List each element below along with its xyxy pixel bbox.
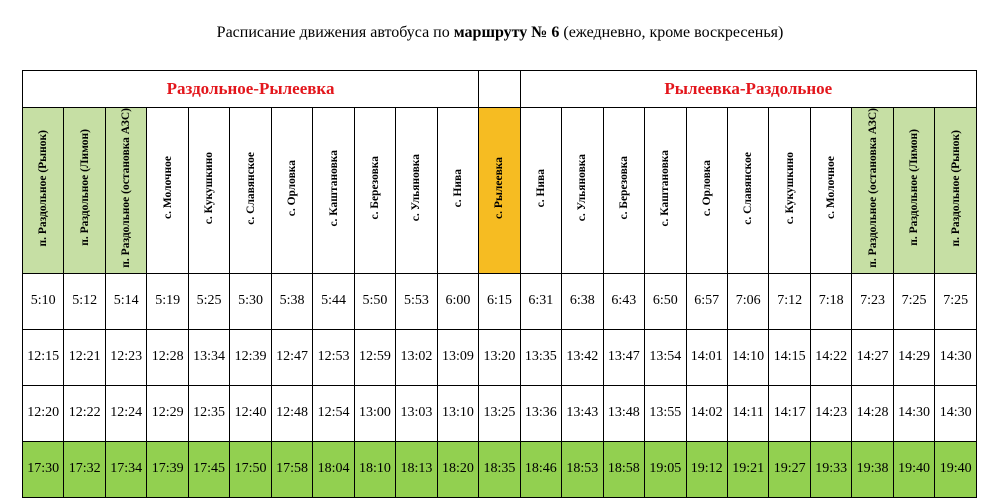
departure-time: 13:35 bbox=[520, 329, 561, 385]
departure-time: 12:28 bbox=[147, 329, 188, 385]
stop-header bbox=[354, 108, 395, 274]
departure-time: 6:43 bbox=[603, 273, 644, 329]
stop-name: с. Орловка bbox=[286, 159, 299, 216]
departure-time: 14:28 bbox=[852, 385, 893, 441]
stop-name: с. Орловка bbox=[700, 159, 713, 216]
departure-time: 13:36 bbox=[520, 385, 561, 441]
departure-time: 12:22 bbox=[64, 385, 105, 441]
departure-time: 5:25 bbox=[188, 273, 229, 329]
stop-name: п. Раздольное (Лимон) bbox=[78, 129, 91, 247]
stop-name: с. Славянское bbox=[244, 151, 257, 225]
departure-time: 19:33 bbox=[810, 441, 851, 497]
departure-time: 19:27 bbox=[769, 441, 810, 497]
stop-header bbox=[396, 108, 437, 274]
stop-header bbox=[852, 108, 893, 274]
stop-name: с. Каштановка bbox=[327, 149, 340, 227]
departure-time: 13:09 bbox=[437, 329, 478, 385]
stop-header bbox=[271, 108, 312, 274]
stop-header bbox=[645, 108, 686, 274]
departure-time: 13:02 bbox=[396, 329, 437, 385]
departure-time: 6:38 bbox=[562, 273, 603, 329]
departure-time: 13:48 bbox=[603, 385, 644, 441]
departure-time: 17:30 bbox=[23, 441, 64, 497]
title-suffix: (ежедневно, кроме воскресенья) bbox=[559, 24, 784, 41]
departure-time: 13:34 bbox=[188, 329, 229, 385]
departure-time: 17:50 bbox=[230, 441, 271, 497]
departure-time: 12:39 bbox=[230, 329, 271, 385]
stop-header bbox=[313, 108, 354, 274]
departure-time: 6:00 bbox=[437, 273, 478, 329]
stop-name: п. Раздольное (остановка АЗС) bbox=[120, 108, 133, 268]
page-title bbox=[0, 23, 1000, 43]
departure-time: 7:25 bbox=[893, 273, 934, 329]
direction-divider bbox=[479, 71, 520, 108]
departure-time: 12:23 bbox=[105, 329, 146, 385]
stop-name: с. Ульяновка bbox=[410, 154, 423, 222]
stop-header bbox=[147, 108, 188, 274]
departure-time: 12:59 bbox=[354, 329, 395, 385]
departure-time: 19:21 bbox=[727, 441, 768, 497]
title-route: маршруту № 6 bbox=[453, 24, 560, 41]
departure-time: 19:12 bbox=[686, 441, 727, 497]
departure-time: 14:17 bbox=[769, 385, 810, 441]
trip-row bbox=[23, 385, 977, 441]
departure-time: 14:15 bbox=[769, 329, 810, 385]
stop-name: п. Раздольное (Лимон) bbox=[908, 129, 921, 247]
stop-header bbox=[562, 108, 603, 274]
stop-name: п. Раздольное (Рынок) bbox=[37, 129, 50, 247]
stop-header bbox=[769, 108, 810, 274]
departure-time: 13:43 bbox=[562, 385, 603, 441]
departure-time: 5:38 bbox=[271, 273, 312, 329]
stop-name: п. Раздольное (остановка АЗС) bbox=[866, 108, 879, 268]
departure-time: 17:45 bbox=[188, 441, 229, 497]
departure-time: 6:50 bbox=[645, 273, 686, 329]
departure-time: 14:30 bbox=[935, 329, 977, 385]
departure-time: 14:27 bbox=[852, 329, 893, 385]
departure-time: 18:10 bbox=[354, 441, 395, 497]
departure-time: 12:48 bbox=[271, 385, 312, 441]
departure-time: 12:15 bbox=[23, 329, 64, 385]
stop-header bbox=[437, 108, 478, 274]
departure-time: 13:42 bbox=[562, 329, 603, 385]
departure-time: 14:22 bbox=[810, 329, 851, 385]
stop-name: с. Нива bbox=[451, 168, 464, 208]
departure-time: 5:53 bbox=[396, 273, 437, 329]
departure-time: 12:53 bbox=[313, 329, 354, 385]
direction-inbound: Рылеевка-Раздольное bbox=[520, 71, 976, 108]
stop-name: с. Нива bbox=[534, 168, 547, 208]
departure-time: 7:12 bbox=[769, 273, 810, 329]
departure-time: 19:05 bbox=[645, 441, 686, 497]
title-prefix: Расписание движения автобуса по bbox=[216, 24, 454, 41]
departure-time: 14:01 bbox=[686, 329, 727, 385]
stops-header-row bbox=[23, 108, 977, 274]
trip-row bbox=[23, 273, 977, 329]
departure-time: 6:57 bbox=[686, 273, 727, 329]
departure-time: 7:25 bbox=[935, 273, 977, 329]
departure-time: 19:38 bbox=[852, 441, 893, 497]
stop-name: с. Березовка bbox=[368, 156, 381, 220]
departure-time: 14:02 bbox=[686, 385, 727, 441]
departure-time: 6:31 bbox=[520, 273, 561, 329]
stop-header bbox=[603, 108, 644, 274]
departure-time: 18:35 bbox=[479, 441, 520, 497]
departure-time: 17:34 bbox=[105, 441, 146, 497]
departure-time: 18:58 bbox=[603, 441, 644, 497]
departure-time: 14:29 bbox=[893, 329, 934, 385]
departure-time: 13:20 bbox=[479, 329, 520, 385]
departure-time: 18:04 bbox=[313, 441, 354, 497]
departure-time: 18:20 bbox=[437, 441, 478, 497]
departure-time: 12:47 bbox=[271, 329, 312, 385]
stop-header bbox=[105, 108, 146, 274]
departure-time: 14:10 bbox=[727, 329, 768, 385]
schedule-table bbox=[22, 70, 977, 498]
stop-header bbox=[188, 108, 229, 274]
departure-time: 18:46 bbox=[520, 441, 561, 497]
departure-time: 6:15 bbox=[479, 273, 520, 329]
stop-name: с. Рылеевка bbox=[493, 156, 506, 219]
stop-header bbox=[727, 108, 768, 274]
stop-name: с. Молочное bbox=[825, 156, 838, 220]
departure-time: 13:47 bbox=[603, 329, 644, 385]
departure-time: 12:40 bbox=[230, 385, 271, 441]
stop-header bbox=[893, 108, 934, 274]
departure-time: 5:50 bbox=[354, 273, 395, 329]
departure-time: 5:19 bbox=[147, 273, 188, 329]
stop-name: с. Каштановка bbox=[659, 149, 672, 227]
stop-header bbox=[520, 108, 561, 274]
stop-header bbox=[230, 108, 271, 274]
departure-time: 18:13 bbox=[396, 441, 437, 497]
departure-time: 17:58 bbox=[271, 441, 312, 497]
departure-time: 5:12 bbox=[64, 273, 105, 329]
departure-time: 7:23 bbox=[852, 273, 893, 329]
trip-row bbox=[23, 441, 977, 497]
stop-name: п. Раздольное (Рынок) bbox=[949, 129, 962, 247]
departure-time: 13:10 bbox=[437, 385, 478, 441]
departure-time: 12:24 bbox=[105, 385, 146, 441]
departure-time: 14:11 bbox=[727, 385, 768, 441]
departure-time: 17:39 bbox=[147, 441, 188, 497]
departure-time: 19:40 bbox=[893, 441, 934, 497]
departure-time: 13:25 bbox=[479, 385, 520, 441]
departure-time: 13:54 bbox=[645, 329, 686, 385]
stop-name: с. Ульяновка bbox=[576, 154, 589, 222]
stop-header bbox=[64, 108, 105, 274]
departure-time: 5:10 bbox=[23, 273, 64, 329]
stop-name: с. Молочное bbox=[161, 156, 174, 220]
departure-time: 12:54 bbox=[313, 385, 354, 441]
departure-time: 5:30 bbox=[230, 273, 271, 329]
trip-row bbox=[23, 329, 977, 385]
departure-time: 5:14 bbox=[105, 273, 146, 329]
stop-name: с. Кукушкино bbox=[203, 151, 216, 224]
departure-time: 19:40 bbox=[935, 441, 977, 497]
stop-header bbox=[686, 108, 727, 274]
stop-header bbox=[935, 108, 977, 274]
stop-name: с. Березовка bbox=[617, 156, 630, 220]
stop-header bbox=[23, 108, 64, 274]
stop-name: с. Славянское bbox=[742, 151, 755, 225]
stop-name: с. Кукушкино bbox=[783, 151, 796, 224]
departure-time: 14:23 bbox=[810, 385, 851, 441]
departure-time: 12:29 bbox=[147, 385, 188, 441]
stop-header bbox=[479, 108, 520, 274]
departure-time: 17:32 bbox=[64, 441, 105, 497]
departure-time: 5:44 bbox=[313, 273, 354, 329]
departure-time: 18:53 bbox=[562, 441, 603, 497]
departure-time: 12:35 bbox=[188, 385, 229, 441]
direction-outbound: Раздольное-Рылеевка bbox=[23, 71, 479, 108]
departure-time: 7:18 bbox=[810, 273, 851, 329]
departure-time: 12:21 bbox=[64, 329, 105, 385]
departure-time: 14:30 bbox=[935, 385, 977, 441]
direction-row bbox=[23, 71, 977, 108]
departure-time: 14:30 bbox=[893, 385, 934, 441]
stop-header bbox=[810, 108, 851, 274]
departure-time: 7:06 bbox=[727, 273, 768, 329]
departure-time: 13:00 bbox=[354, 385, 395, 441]
departure-time: 13:03 bbox=[396, 385, 437, 441]
departure-time: 13:55 bbox=[645, 385, 686, 441]
departure-time: 12:20 bbox=[23, 385, 64, 441]
